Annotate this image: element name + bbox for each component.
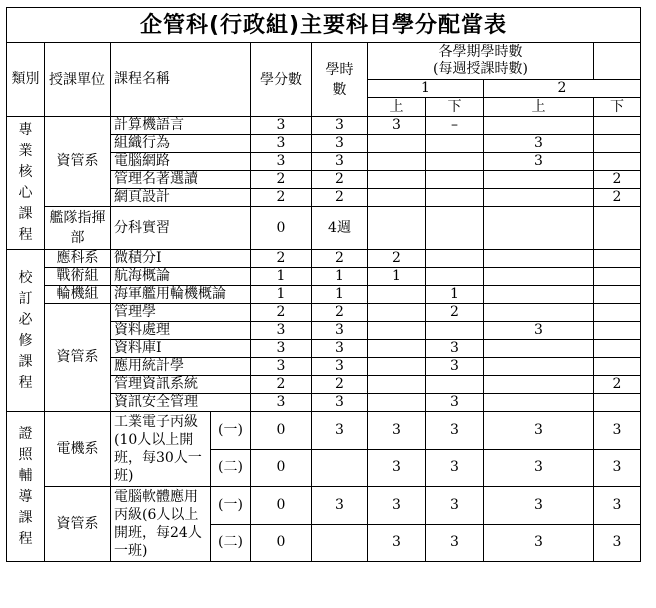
hours-cell: 3 [312, 135, 368, 153]
credits-cell: 3 [251, 153, 312, 171]
y2-lower-cell: 2 [594, 171, 641, 189]
course-name: 航海概論 [111, 268, 251, 286]
y1-lower-cell [426, 171, 484, 189]
y1-lower-cell [426, 189, 484, 207]
course-name: 資料處理 [111, 322, 251, 340]
y2-lower-cell [594, 394, 641, 412]
y2-upper-cell [484, 250, 594, 268]
cert-part: (一) [211, 412, 250, 450]
header-credits: 學分數 [251, 43, 312, 117]
table-row [7, 207, 641, 250]
y2-lower-cell [594, 286, 641, 304]
y1-upper-cell [368, 304, 426, 322]
table-row [7, 117, 641, 135]
hours-cell: 3 [312, 153, 368, 171]
y2-upper-cell: 3 [484, 322, 594, 340]
y1-upper-cell [368, 358, 426, 376]
y1-lower-cell: 3 [426, 449, 484, 487]
y1-lower-cell [426, 135, 484, 153]
y2-upper-cell: 3 [484, 487, 594, 525]
credits-cell: 2 [251, 376, 312, 394]
header-y1-lower: 下 [426, 98, 484, 117]
course-name: 組織行為 [111, 135, 251, 153]
dept-im: 資管系 [45, 487, 111, 562]
credits-cell: 1 [251, 268, 312, 286]
hours-cell [312, 449, 368, 487]
hours-cell: 2 [312, 250, 368, 268]
table-row [7, 250, 641, 268]
header-year-1: 1 [368, 80, 484, 98]
credits-cell: 3 [251, 322, 312, 340]
credits-cell: 0 [251, 449, 312, 487]
y1-upper-cell: 3 [368, 487, 426, 525]
dept-applied-sci: 應科系 [45, 250, 111, 268]
course-name: 工業電子丙級(10人以上開班，每30人一班) [114, 414, 202, 484]
dept-fleet: 艦隊指揮部 [45, 207, 111, 250]
y2-lower-cell [594, 358, 641, 376]
y2-upper-cell [484, 207, 594, 250]
hours-cell [312, 524, 368, 562]
table-row [7, 487, 641, 525]
y1-upper-cell [368, 189, 426, 207]
y1-lower-cell: 3 [426, 412, 484, 450]
header-weekly-note: (每週授課時數) [433, 61, 528, 77]
table-row [7, 304, 641, 322]
table-row [7, 268, 641, 286]
header-year-2: 2 [484, 80, 641, 98]
hours-cell: 2 [312, 304, 368, 322]
y1-upper-cell: 3 [368, 412, 426, 450]
header-row-1 [7, 43, 641, 80]
y2-lower-cell [594, 250, 641, 268]
y1-lower-cell [426, 250, 484, 268]
y1-lower-cell [426, 322, 484, 340]
table-row [7, 412, 641, 450]
credits-cell: 3 [251, 340, 312, 358]
y2-upper-cell [484, 286, 594, 304]
y2-lower-cell: 2 [594, 189, 641, 207]
course-name: 管理資訊系統 [111, 376, 251, 394]
y2-upper-cell [484, 304, 594, 322]
credits-cell: 3 [251, 358, 312, 376]
credits-cell: 3 [251, 394, 312, 412]
y1-lower-cell: 3 [426, 394, 484, 412]
y1-lower-cell: 3 [426, 340, 484, 358]
y2-upper-cell [484, 171, 594, 189]
hours-cell: 3 [312, 358, 368, 376]
y1-lower-cell [426, 207, 484, 250]
header-y1-upper: 上 [368, 98, 426, 117]
y1-upper-cell [368, 135, 426, 153]
y2-upper-cell: 3 [484, 412, 594, 450]
cert-part: (二) [218, 459, 243, 476]
credits-cell: 2 [251, 250, 312, 268]
y2-upper-cell: 3 [484, 449, 594, 487]
y1-upper-cell [368, 322, 426, 340]
hours-cell: 3 [312, 322, 368, 340]
y1-lower-cell: 3 [426, 358, 484, 376]
y2-upper-cell: 3 [484, 153, 594, 171]
cert-course-cell [111, 487, 251, 562]
y2-upper-cell: 3 [484, 524, 594, 562]
dept-ee: 電機系 [45, 412, 111, 487]
course-name: 資訊安全管理 [111, 394, 251, 412]
section-required: 校訂必修課程 [7, 250, 45, 412]
course-name: 管理名著選讀 [111, 171, 251, 189]
y2-lower-cell [594, 304, 641, 322]
y2-upper-cell: 3 [484, 135, 594, 153]
hours-cell: 2 [312, 189, 368, 207]
y2-upper-cell [484, 117, 594, 135]
credits-cell: 3 [251, 117, 312, 135]
y1-lower-cell [426, 268, 484, 286]
hours-cell: 2 [312, 171, 368, 189]
y1-upper-cell [368, 376, 426, 394]
hours-cell: 4週 [312, 207, 368, 250]
y1-upper-cell [368, 394, 426, 412]
course-name: 海軍艦用輪機概論 [111, 286, 251, 304]
y1-lower-cell: 3 [426, 524, 484, 562]
dept-im: 資管系 [45, 304, 111, 412]
y1-lower-cell: 3 [426, 487, 484, 525]
course-name: 應用統計學 [111, 358, 251, 376]
header-filler [594, 43, 641, 80]
header-course: 課程名稱 [111, 43, 251, 117]
y2-lower-cell [594, 117, 641, 135]
hours-cell: 3 [312, 412, 368, 450]
section-core: 專業核心課程 [7, 117, 45, 250]
y1-upper-cell [368, 171, 426, 189]
credit-allocation-table [6, 7, 641, 562]
y1-upper-cell [368, 286, 426, 304]
credits-cell: 0 [251, 412, 312, 450]
title-row [7, 8, 641, 43]
y2-lower-cell: 3 [594, 412, 641, 450]
y2-lower-cell [594, 322, 641, 340]
course-name: 管理學 [111, 304, 251, 322]
table-row [7, 286, 641, 304]
hours-cell: 3 [312, 340, 368, 358]
cert-part: (一) [211, 487, 250, 525]
cert-course-cell [111, 412, 251, 487]
dept-tactics: 戰術組 [45, 268, 111, 286]
y1-lower-cell: – [426, 117, 484, 135]
y2-upper-cell [484, 376, 594, 394]
header-semester-hours [368, 43, 594, 80]
hours-cell: 3 [312, 487, 368, 525]
y1-upper-cell: 3 [368, 449, 426, 487]
course-name: 微積分Ⅰ [111, 250, 251, 268]
header-semester-title: 各學期學時數 [438, 44, 523, 60]
y1-upper-cell: 3 [368, 117, 426, 135]
dept-im: 資管系 [45, 117, 111, 207]
header-dept: 授課單位 [45, 43, 111, 117]
y2-upper-cell [484, 358, 594, 376]
hours-cell: 3 [312, 394, 368, 412]
header-y2-upper: 上 [484, 98, 594, 117]
course-name: 網頁設計 [111, 189, 251, 207]
course-name: 計算機語言 [111, 117, 251, 135]
section-cert: 證照輔導課程 [7, 412, 45, 562]
header-y2-lower: 下 [594, 98, 641, 117]
credits-cell: 0 [251, 487, 312, 525]
credits-cell: 2 [251, 189, 312, 207]
credits-cell: 0 [251, 207, 312, 250]
y2-upper-cell [484, 340, 594, 358]
y1-upper-cell [368, 153, 426, 171]
y2-lower-cell [594, 153, 641, 171]
course-name: 電腦軟體應用丙級(6人以上開班，每24人一班) [114, 489, 202, 559]
credits-cell: 2 [251, 304, 312, 322]
y2-lower-cell: 3 [594, 487, 641, 525]
y1-lower-cell: 2 [426, 304, 484, 322]
cert-part: (二) [218, 534, 243, 551]
y1-lower-cell [426, 376, 484, 394]
hours-cell: 1 [312, 268, 368, 286]
credits-cell: 0 [251, 524, 312, 562]
y1-upper-cell: 1 [368, 268, 426, 286]
y1-upper-cell: 2 [368, 250, 426, 268]
y2-lower-cell: 3 [594, 524, 641, 562]
y2-lower-cell [594, 135, 641, 153]
y2-lower-cell [594, 207, 641, 250]
course-name: 分科實習 [111, 207, 251, 250]
y1-upper-cell: 3 [368, 524, 426, 562]
dept-engine: 輪機組 [45, 286, 111, 304]
y2-upper-cell [484, 394, 594, 412]
page-title: 企管科(行政組)主要科目學分配當表 [7, 8, 641, 43]
header-hours: 學時數 [312, 43, 368, 117]
y2-lower-cell [594, 268, 641, 286]
credit-allocation-table-container [6, 7, 640, 562]
credits-cell: 3 [251, 135, 312, 153]
y2-lower-cell [594, 340, 641, 358]
y1-upper-cell [368, 340, 426, 358]
credits-cell: 1 [251, 286, 312, 304]
credits-cell: 2 [251, 171, 312, 189]
hours-cell: 3 [312, 117, 368, 135]
y1-lower-cell: 1 [426, 286, 484, 304]
y2-lower-cell: 2 [594, 376, 641, 394]
y1-lower-cell [426, 153, 484, 171]
course-name: 資料庫Ⅰ [111, 340, 251, 358]
y2-upper-cell [484, 268, 594, 286]
header-category: 類別 [7, 43, 45, 117]
course-name: 電腦網路 [111, 153, 251, 171]
y2-lower-cell: 3 [594, 449, 641, 487]
hours-cell: 1 [312, 286, 368, 304]
y1-upper-cell [368, 207, 426, 250]
y2-upper-cell [484, 189, 594, 207]
hours-cell: 2 [312, 376, 368, 394]
